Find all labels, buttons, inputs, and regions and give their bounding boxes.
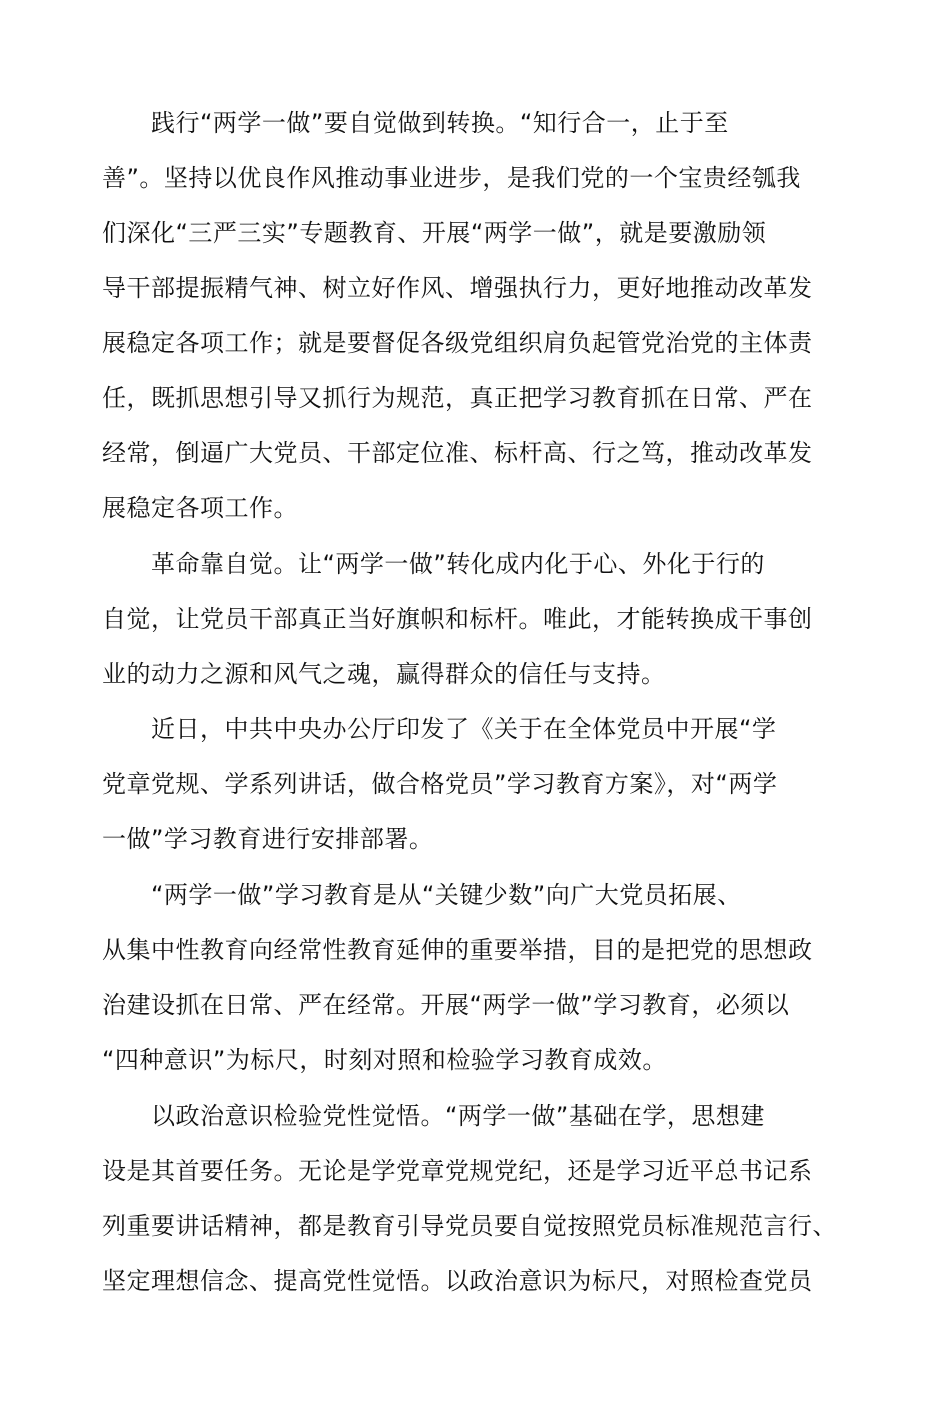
paragraph-4: “两学一做”学习教育是从“关键少数”向广大党员拓展、 从集中性教育向经常性教育延伸的重要举措，目的是把党的思想政 治建设抓在日常、严在经常。开展“两学一做”学习教育，必须以 “四种意识”为标尺，时刻对照和检验学习教育成效。 xyxy=(102,881,813,1074)
paragraph-1: 践行“两学一做”要自觉做到转换。“知行合一，止于至 善”。坚持以优良作风推动事业进步，是我们党的一个宝贵经瓠我 们深化“三严三实”专题教育、开展“两学一做”，就是要激励领 导干部提振精气神、树立好作风、增强执行力，更好地推动改革发 展稳定各项工作；就是要督促各级党组织肩负起管党治党的主体责 任，既抓思想引导又抓行为规范，真正把学习教育抓在日常、严在 经常，倒逼广大党员、干部定位准、标杆高、行之笃，推动改革发 展稳定各项工作。 xyxy=(102,109,813,522)
paragraph-5: 以政治意识检验党性觉悟。“两学一做”基础在学，思想建 设是其首要任务。无论是学党章党规党纪，还是学习近平总书记系 列重要讲话精神，都是教育引导党员要自觉按照党员标准规范言行、 坚定理想信念、提高党性觉悟。以政治意识为标尺，对照检查党员 xyxy=(102,1102,837,1295)
paragraph-3: 近日，中共中央办公厅印发了《关于在全体党员中开展“学 党章党规、学系列讲话，做合格党员”学习教育方案》，对“两学 一做”学习教育进行安排部署。 xyxy=(102,715,778,853)
paragraph-2: 革命靠自觉。让“两学一做”转化成内化于心、外化于行的 自觉，让党员干部真正当好旗帜和标杆。唯此，才能转换成干事创 业的动力之源和风气之魂，赢得群众的信任与支持。 xyxy=(102,550,813,688)
